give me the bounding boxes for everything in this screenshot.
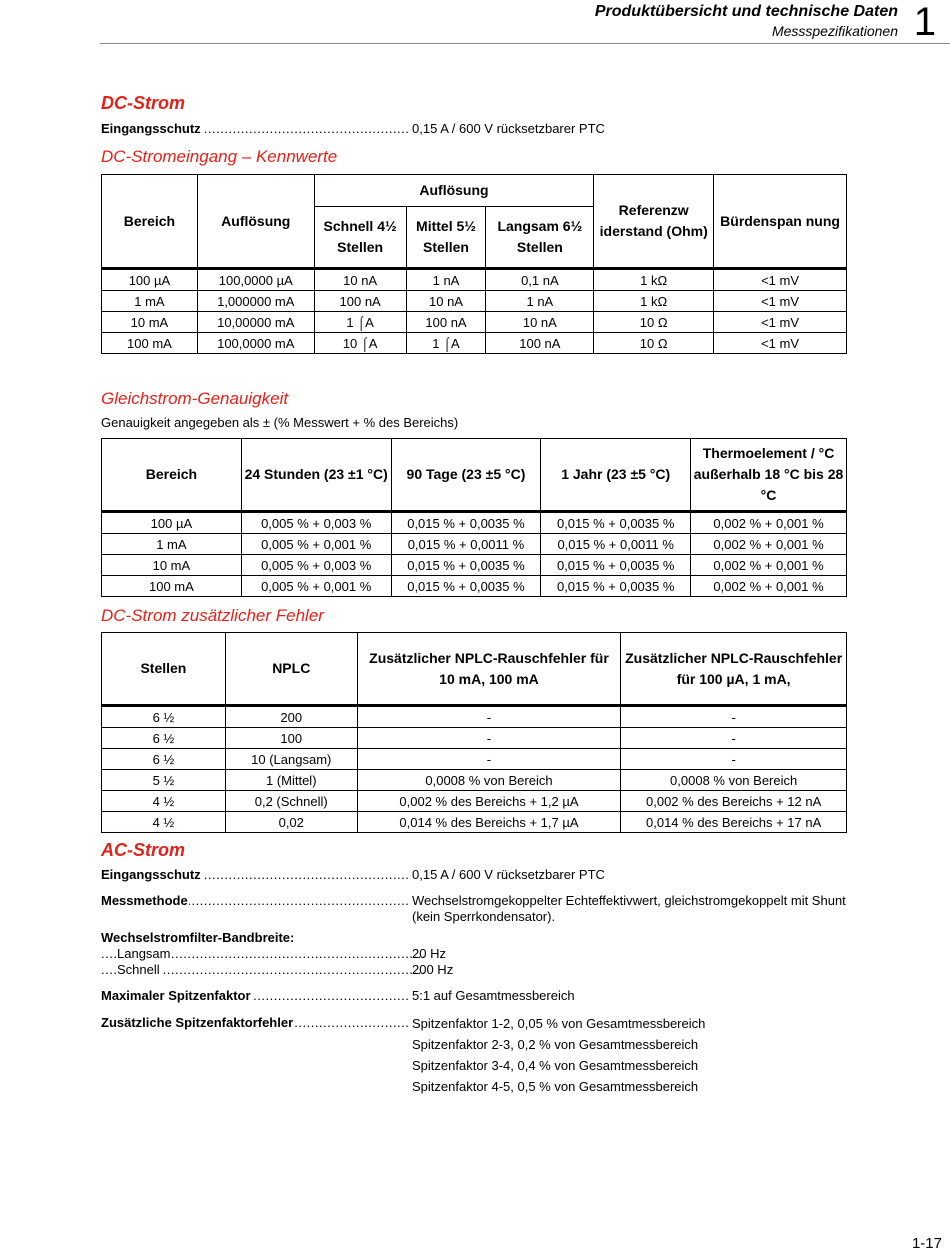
spec-label: Zusätzliche Spitzenfaktorfehler xyxy=(101,1015,294,1030)
col-header-noise-100ua: Zusätzlicher NPLC-Rauschfehler für 100 µA, 1 mA, xyxy=(621,633,847,706)
table-cell: 5 ½ xyxy=(102,770,226,791)
spec-value: Wechselstromgekoppelter Echteffektivwert, gleichstromgekoppelt mit Shunt (kein Sperrkondensator). xyxy=(412,893,846,924)
table-cell: 100 mA xyxy=(102,576,242,597)
header-rule xyxy=(100,43,950,44)
dc-additional-error-table xyxy=(101,632,847,833)
subsection-title-dc-characteristics: DC-Stromeingang – Kennwerte xyxy=(101,147,338,166)
table-cell: 1 nA xyxy=(486,291,594,312)
running-header-title: Produktübersicht und technische Daten xyxy=(594,3,898,20)
table-cell: 10 nA xyxy=(486,312,594,333)
table-cell: 0,015 % + 0,0035 % xyxy=(391,512,541,534)
dc-characteristics-rows xyxy=(102,269,847,354)
table-row xyxy=(102,555,847,576)
table-cell: 100 nA xyxy=(314,291,406,312)
table-cell: - xyxy=(621,706,847,728)
table-cell: 0,005 % + 0,001 % xyxy=(241,534,391,555)
col-header-burden-voltage: Bürdenspan nung xyxy=(714,175,847,269)
table-cell: 100 mA xyxy=(102,333,198,354)
table-cell: - xyxy=(621,728,847,749)
col-header-slow: Langsam 6½ Stellen xyxy=(486,207,594,269)
table-cell: <1 mV xyxy=(714,333,847,354)
table-cell: 0,02 xyxy=(225,812,357,833)
dc-characteristics-table xyxy=(101,174,847,354)
table-cell: 0,015 % + 0,0011 % xyxy=(541,534,691,555)
table-cell: 10 nA xyxy=(314,269,406,291)
table-cell: 6 ½ xyxy=(102,706,226,728)
table-cell: 4 ½ xyxy=(102,812,226,833)
col-header-digits: Stellen xyxy=(102,633,226,706)
col-header-1y: 1 Jahr (23 ±5 °C) xyxy=(541,439,691,512)
subsection-title-dc-additional-error: DC-Strom zusätzlicher Fehler xyxy=(101,606,324,625)
spec-value: 5:1 auf Gesamtmessbereich xyxy=(412,988,575,1003)
table-cell: 0,014 % des Bereichs + 17 nA xyxy=(621,812,847,833)
table-cell: - xyxy=(357,706,621,728)
spec-label: Eingangsschutz xyxy=(101,121,201,136)
table-cell: 0,2 (Schnell) xyxy=(225,791,357,812)
dc-additional-error-rows xyxy=(102,706,847,833)
table-cell: - xyxy=(357,749,621,770)
spec-label: Langsam xyxy=(117,946,171,961)
col-header-24h: 24 Stunden (23 ±1 °C) xyxy=(241,439,391,512)
table-row xyxy=(102,576,847,597)
table-row xyxy=(102,728,847,749)
crest-factor-error-item: Spitzenfaktor 4-5, 0,5 % von Gesamtmessbereich xyxy=(412,1079,699,1094)
spec-value: 20 Hz xyxy=(412,946,446,961)
crest-factor-error-item: Spitzenfaktor 3-4, 0,4 % von Gesamtmessbereich xyxy=(412,1058,699,1073)
table-cell: 100 µA xyxy=(102,269,198,291)
col-header-90d: 90 Tage (23 ±5 °C) xyxy=(391,439,541,512)
crest-factor-error-item: Spitzenfaktor 1-2, 0,05 % von Gesamtmessbereich xyxy=(412,1016,706,1031)
section-title-dc-current: DC-Strom xyxy=(101,93,185,113)
table-cell: 1 kΩ xyxy=(594,291,714,312)
spec-ac-method xyxy=(101,893,847,924)
table-cell: 0,1 nA xyxy=(486,269,594,291)
table-cell: 10 Ω xyxy=(594,312,714,333)
table-row xyxy=(102,534,847,555)
col-header-resolution: Auflösung xyxy=(197,175,314,269)
table-row xyxy=(102,812,847,833)
table-cell: 100 xyxy=(225,728,357,749)
col-header-medium: Mittel 5½ Stellen xyxy=(406,207,486,269)
table-cell: 0,002 % + 0,001 % xyxy=(691,512,847,534)
table-cell: 0,005 % + 0,003 % xyxy=(241,555,391,576)
table-cell: 10 (Langsam) xyxy=(225,749,357,770)
table-cell: 0,015 % + 0,0035 % xyxy=(391,576,541,597)
table-cell: 10 Ω xyxy=(594,333,714,354)
table-cell: 0,015 % + 0,0011 % xyxy=(391,534,541,555)
table-cell: 0,015 % + 0,0035 % xyxy=(541,555,691,576)
table-cell: 0,002 % + 0,001 % xyxy=(691,534,847,555)
table-cell: 0,0008 % von Bereich xyxy=(357,770,621,791)
spec-label: Wechselstromfilter-Bandbreite: xyxy=(101,930,295,945)
table-cell: 0,0008 % von Bereich xyxy=(621,770,847,791)
table-cell: 6 ½ xyxy=(102,728,226,749)
table-cell: 100 nA xyxy=(406,312,486,333)
table-cell: 10,00000 mA xyxy=(197,312,314,333)
spec-label: Maximaler Spitzenfaktor xyxy=(101,988,251,1003)
table-cell: 4 ½ xyxy=(102,791,226,812)
spec-label: Eingangsschutz xyxy=(101,867,201,882)
table-row xyxy=(102,749,847,770)
spec-ac-crest-factor-error xyxy=(101,1015,847,1094)
col-header-range: Bereich xyxy=(102,439,242,512)
spec-ac-filter-slow xyxy=(101,946,847,962)
table-cell: 0,002 % des Bereichs + 1,2 µA xyxy=(357,791,621,812)
section-title-ac-current: AC-Strom xyxy=(101,840,185,860)
table-cell: <1 mV xyxy=(714,291,847,312)
spec-label: Messmethode xyxy=(101,893,188,908)
table-cell: - xyxy=(357,728,621,749)
table-cell: 1 ⌠A xyxy=(314,312,406,333)
table-cell: 0,002 % des Bereichs + 12 nA xyxy=(621,791,847,812)
table-cell: <1 mV xyxy=(714,312,847,333)
table-cell: 0,002 % + 0,001 % xyxy=(691,576,847,597)
running-header-subtitle: Messspezifikationen xyxy=(771,23,898,39)
dc-accuracy-table xyxy=(101,438,847,597)
dc-accuracy-rows xyxy=(102,512,847,597)
table-cell: 6 ½ xyxy=(102,749,226,770)
table-cell: 1 nA xyxy=(406,269,486,291)
table-cell: 100,0000 µA xyxy=(197,269,314,291)
spec-value-list xyxy=(412,1013,852,1097)
table-cell: 0,005 % + 0,003 % xyxy=(241,512,391,534)
col-header-reference-resistance: Referenzw iderstand (Ohm) xyxy=(594,175,714,269)
table-cell: 1,000000 mA xyxy=(197,291,314,312)
subsection-title-dc-accuracy: Gleichstrom-Genauigkeit xyxy=(101,389,289,408)
table-cell: 0,015 % + 0,0035 % xyxy=(391,555,541,576)
table-cell: 200 xyxy=(225,706,357,728)
accuracy-note: Genauigkeit angegeben als ± (% Messwert + % des Bereichs) xyxy=(101,415,459,430)
table-row xyxy=(102,706,847,728)
table-cell: 100 µA xyxy=(102,512,242,534)
col-header-nplc: NPLC xyxy=(225,633,357,706)
table-cell: 0,015 % + 0,0035 % xyxy=(541,576,691,597)
table-cell: 10 nA xyxy=(406,291,486,312)
table-cell: 1 (Mittel) xyxy=(225,770,357,791)
spec-ac-filter-heading xyxy=(101,930,847,946)
table-cell: 1 kΩ xyxy=(594,269,714,291)
spec-value: 0,15 A / 600 V rücksetzbarer PTC xyxy=(412,867,605,882)
spec-ac-filter-fast xyxy=(101,962,847,978)
table-cell: 1 mA xyxy=(102,534,242,555)
chapter-number: 1 xyxy=(913,0,936,44)
table-cell: 10 mA xyxy=(102,312,198,333)
table-cell: 0,002 % + 0,001 % xyxy=(691,555,847,576)
crest-factor-error-item: Spitzenfaktor 2-3, 0,2 % von Gesamtmessbereich xyxy=(412,1037,699,1052)
table-cell: <1 mV xyxy=(714,269,847,291)
table-cell: 100 nA xyxy=(486,333,594,354)
col-header-range: Bereich xyxy=(102,175,198,269)
col-header-thermocouple: Thermoelement / °C außerhalb 18 °C bis 28 °C xyxy=(691,439,847,512)
spec-label: Schnell xyxy=(117,962,160,977)
spec-ac-crest-factor xyxy=(101,988,847,1004)
table-cell: - xyxy=(621,749,847,770)
col-header-noise-10ma: Zusätzlicher NPLC-Rauschfehler für 10 mA, 100 mA xyxy=(357,633,621,706)
page-number: 1-17 xyxy=(911,1235,942,1252)
table-row xyxy=(102,791,847,812)
table-row xyxy=(102,770,847,791)
table-row xyxy=(102,312,847,333)
table-cell: 10 mA xyxy=(102,555,242,576)
spec-dc-input-protection xyxy=(101,121,847,137)
spec-value: 200 Hz xyxy=(412,962,454,977)
col-header-fast: Schnell 4½ Stellen xyxy=(314,207,406,269)
spec-ac-input-protection xyxy=(101,867,847,883)
spec-value: 0,15 A / 600 V rücksetzbarer PTC xyxy=(412,121,605,136)
table-cell: 0,014 % des Bereichs + 1,7 µA xyxy=(357,812,621,833)
table-cell: 0,015 % + 0,0035 % xyxy=(541,512,691,534)
col-header-resolution-group: Auflösung xyxy=(314,175,594,207)
table-row xyxy=(102,512,847,534)
table-row xyxy=(102,333,847,354)
table-cell: 0,005 % + 0,001 % xyxy=(241,576,391,597)
table-cell: 100,0000 mA xyxy=(197,333,314,354)
table-cell: 10 ⌠A xyxy=(314,333,406,354)
table-row xyxy=(102,291,847,312)
table-cell: 1 ⌠A xyxy=(406,333,486,354)
table-cell: 1 mA xyxy=(102,291,198,312)
table-row xyxy=(102,269,847,291)
